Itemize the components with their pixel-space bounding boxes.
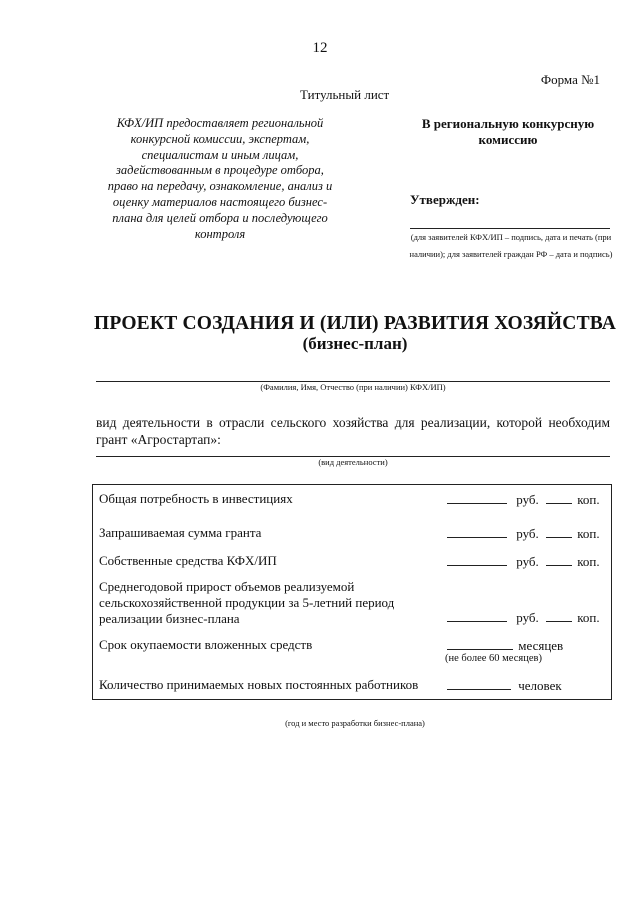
approved-label: Утвержден: (410, 192, 480, 207)
place-date-note: (год и место разработки бизнес-плана) (285, 718, 425, 728)
signature-note: (для заявителей КФХ/ИП – подпись, дата и печать (при наличии); для заявителей граждан РФ – дата и подпись) (409, 232, 613, 259)
form-label: Форма №1 (540, 72, 600, 87)
people-unit: человек (518, 678, 562, 693)
fio-note: (Фамилия, Имя, Отчество (при наличии) КФХ/ИП) (260, 382, 446, 392)
kop-unit: коп. (577, 526, 600, 541)
rights-notice: КФХ/ИП предоставляет региональной конкурсной комиссии, экспертам, специалистам и иным лицам, задействованным в процедуре отбора, право на передачу, ознакомление, анализ и оценку материалов настоящего бизнес-плана для целей отбора и последующего контроля (107, 116, 333, 241)
own-funds-value (447, 553, 600, 570)
investments-value (447, 491, 600, 508)
kop-unit: коп. (577, 492, 600, 507)
grant-kop-blank (546, 525, 572, 538)
growth-value (447, 609, 600, 626)
workers-value (447, 677, 562, 694)
workers-label: Количество принимаемых новых постоянных работников (99, 677, 419, 692)
investments-kop-blank (546, 491, 572, 504)
document-subtitle: (бизнес-план) (302, 334, 408, 353)
growth-label: Среднегодовой прирост объемов реализуемой сельскохозяйственной продукции за 5-летний период реализации бизнес-плана (99, 579, 395, 626)
grant-label: Запрашиваемая сумма гранта (99, 525, 262, 540)
rub-unit: руб. (516, 554, 539, 569)
activity-note: (вид деятельности) (318, 457, 388, 467)
growth-rub-blank (447, 609, 507, 622)
summary-box (92, 484, 612, 700)
title-sheet-label: Титульный лист (300, 87, 390, 102)
payback-label: Срок окупаемости вложенных средств (99, 637, 313, 652)
workers-blank (447, 677, 511, 690)
rub-unit: руб. (516, 492, 539, 507)
payback-hint: (не более 60 месяцев) (445, 653, 542, 664)
months-unit: месяцев (518, 638, 564, 653)
grant-value (447, 525, 600, 542)
grant-rub-blank (447, 525, 507, 538)
growth-kop-blank (546, 609, 572, 622)
rub-unit: руб. (516, 526, 539, 541)
kop-unit: коп. (577, 610, 600, 625)
payback-blank (447, 637, 513, 650)
kop-unit: коп. (577, 554, 600, 569)
rub-unit: руб. (516, 610, 539, 625)
own-funds-kop-blank (546, 553, 572, 566)
investments-label: Общая потребность в инвестициях (99, 491, 293, 506)
addressee: В региональную конкурсную комиссию (421, 116, 595, 147)
page-number: 12 (312, 40, 328, 56)
activity-text: вид деятельности в отрасли сельского хозяйства для реализации, которой необходим грант «Агростартап»: (96, 415, 610, 447)
own-funds-rub-blank (447, 553, 507, 566)
document-title: ПРОЕКТ СОЗДАНИЯ И (ИЛИ) РАЗВИТИЯ ХОЗЯЙСТВА (93, 313, 617, 334)
payback-value (447, 637, 563, 654)
own-funds-label: Собственные средства КФХ/ИП (99, 553, 277, 568)
investments-rub-blank (447, 491, 507, 504)
